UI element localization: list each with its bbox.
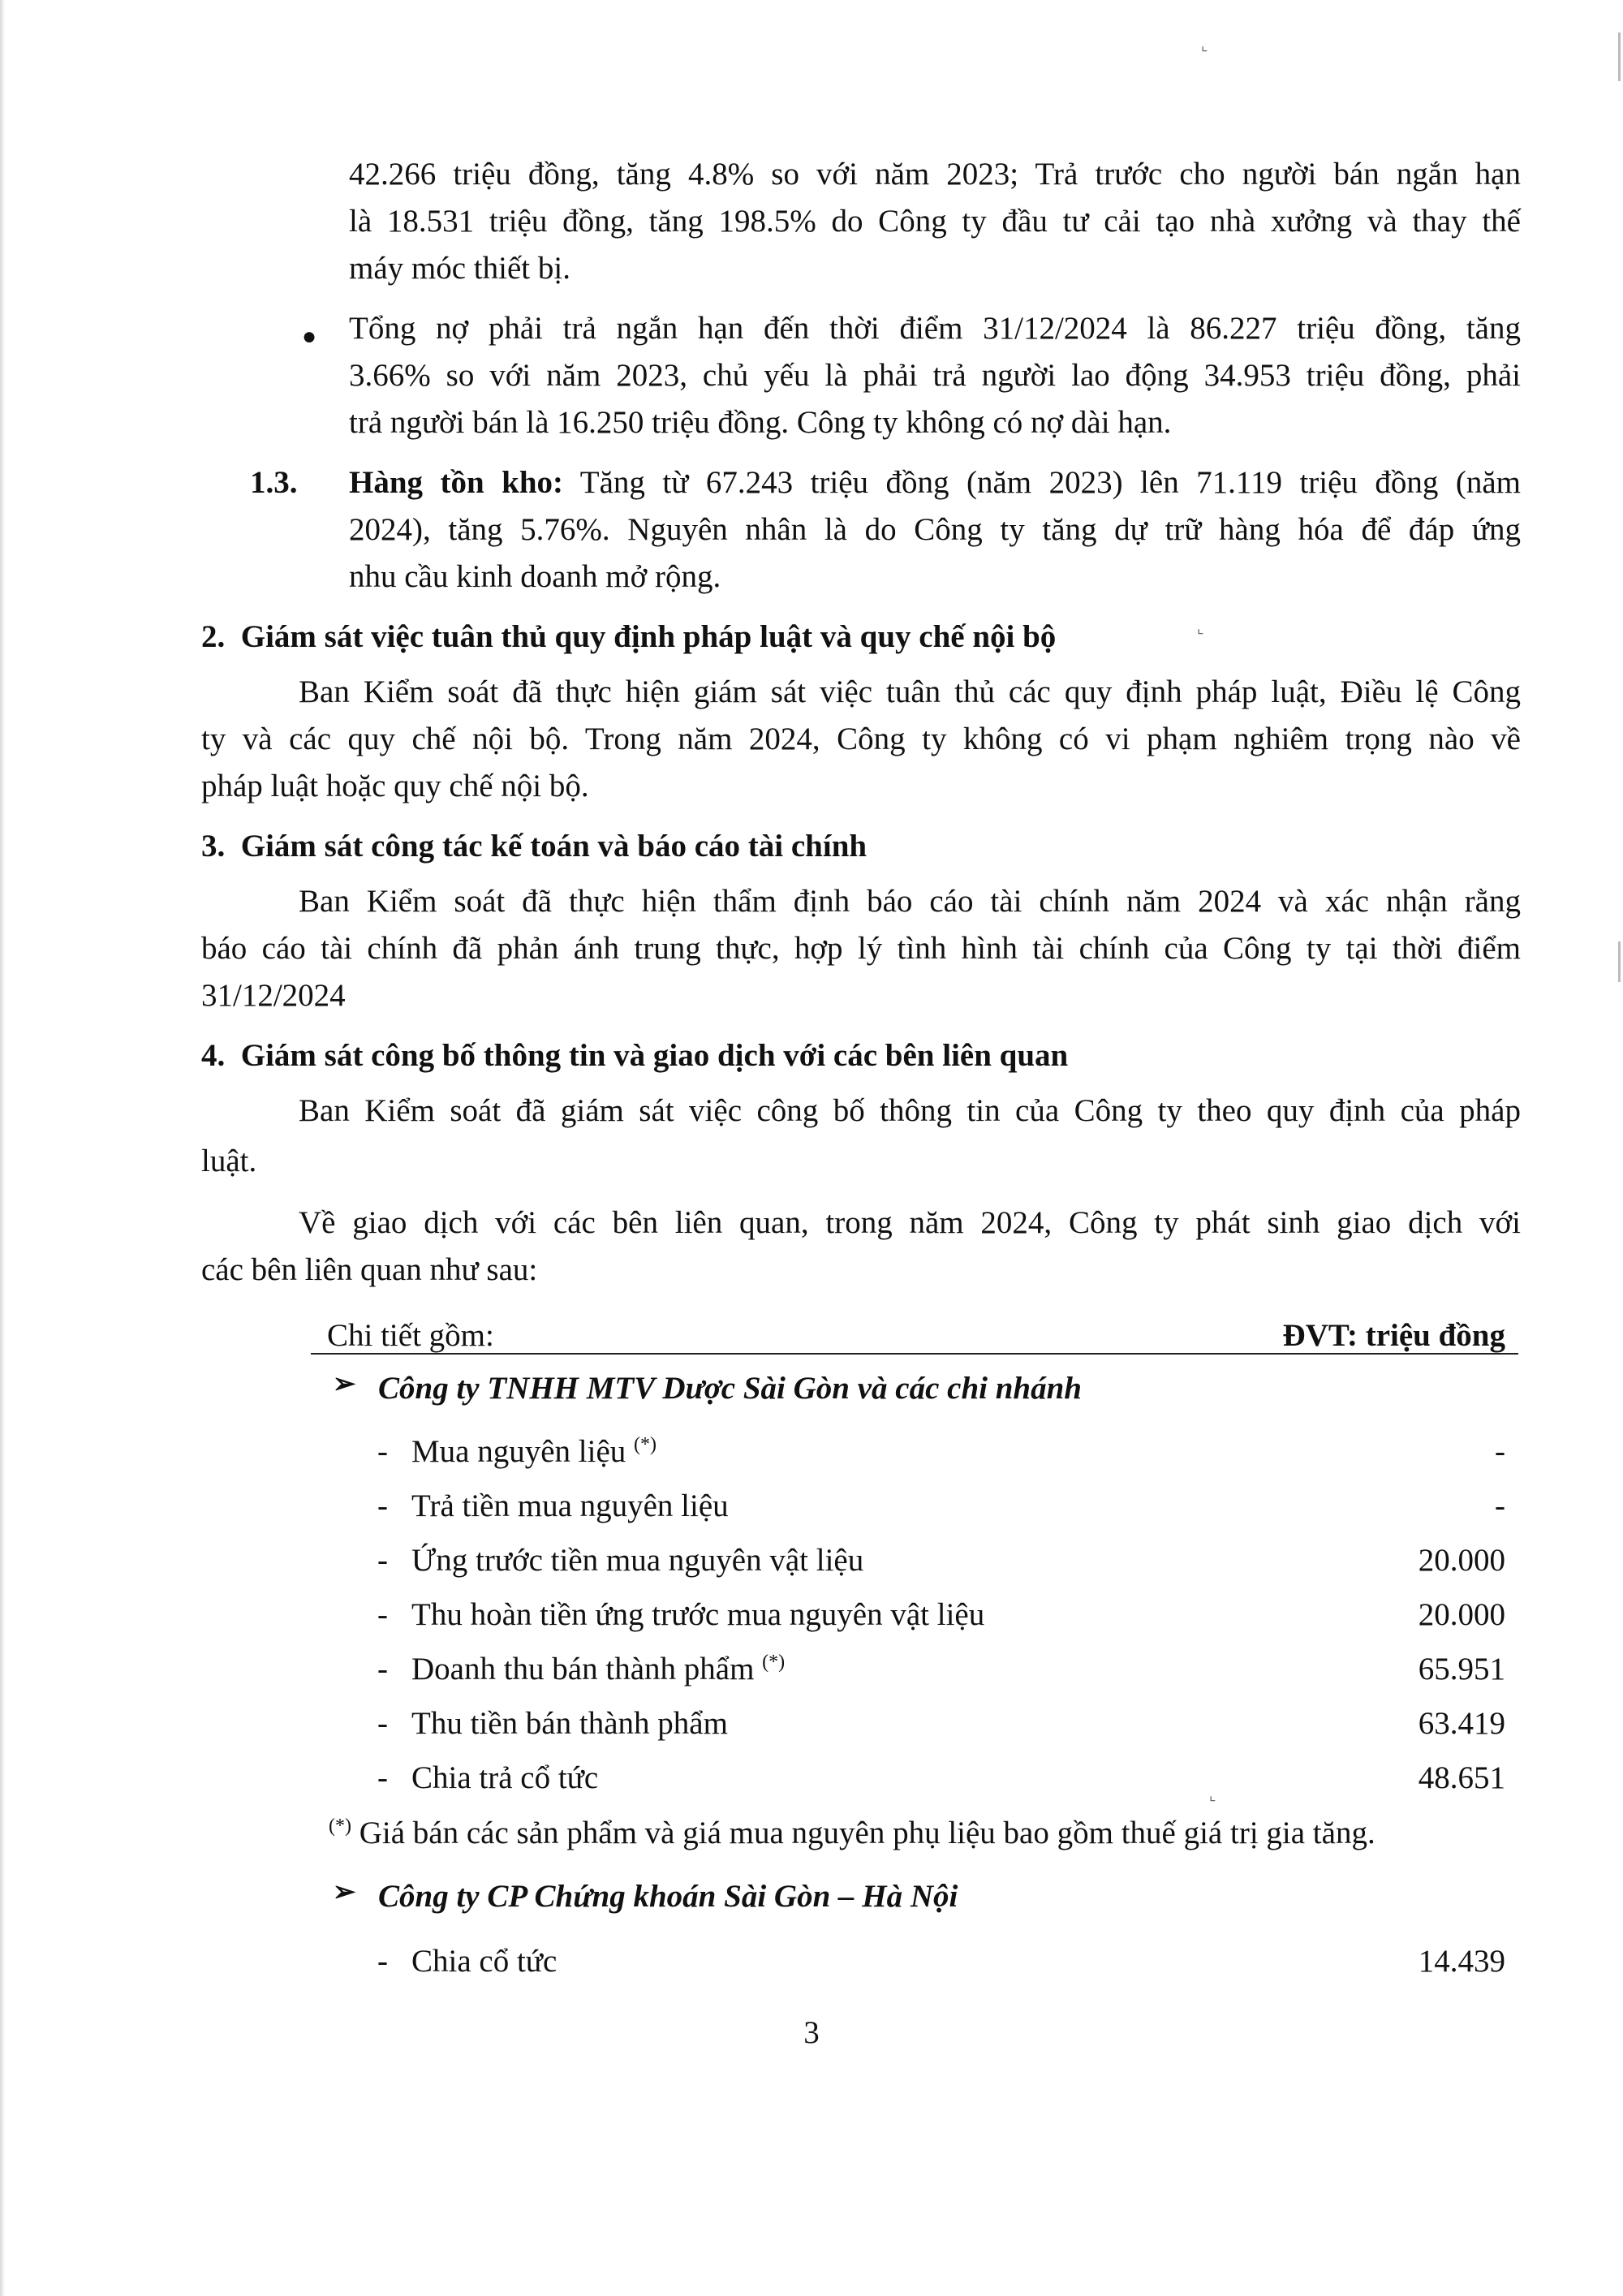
section-2-line-1: Ban Kiểm soát đã thực hiện giám sát việc tuân thủ các quy định pháp luật, Điều lệ Công — [299, 674, 1521, 709]
row-dash: - — [377, 1706, 388, 1741]
row-value: 20.000 — [1418, 1597, 1505, 1632]
row-label: Ứng trước tiền mua nguyên vật liệu — [411, 1543, 864, 1578]
intro-line-1: 42.266 triệu đồng, tăng 4.8% so với năm 2023; Trả trước cho người bán ngắn hạn — [349, 157, 1521, 192]
row-dash: - — [377, 1488, 388, 1523]
row-value: - — [1495, 1488, 1505, 1523]
row-footnote-mark: (*) — [762, 1652, 786, 1673]
footnote — [329, 1811, 1375, 1856]
row-value: 63.419 — [1418, 1706, 1505, 1741]
bullet-line-1: Tổng nợ phải trả ngắn hạn đến thời điểm 31/12/2024 là 86.227 triệu đồng, tăng — [349, 311, 1521, 346]
scan-edge-mark — [1618, 941, 1621, 982]
group-2-title: Công ty CP Chứng khoán Sài Gòn – Hà Nội — [378, 1879, 958, 1914]
section-4-line-3: Về giao dịch với các bên liên quan, trong năm 2024, Công ty phát sinh giao dịch với — [299, 1205, 1521, 1240]
row-dash: - — [377, 1652, 388, 1686]
row-value: 48.651 — [1418, 1760, 1505, 1795]
bullet-line-2: 3.66% so với năm 2023, chủ yếu là phải trả người lao động 34.953 triệu đồng, phải — [349, 358, 1521, 393]
row-dash: - — [377, 1760, 388, 1795]
table-row — [369, 1593, 1505, 1639]
scan-mark: ⌞ — [1197, 620, 1204, 636]
row-label: Thu hoàn tiền ứng trước mua nguyên vật liệu — [411, 1597, 985, 1632]
scan-edge-shadow — [0, 0, 5, 2296]
section-3-line-2: báo cáo tài chính đã phản ánh trung thực, hợp lý tình hình tài chính của Công ty tại thời điểm — [201, 931, 1521, 966]
table-row — [369, 1539, 1505, 1584]
section-3-line-3: 31/12/2024 — [201, 978, 346, 1013]
section-3-heading: 3. Giám sát công tác kế toán và báo cáo tài chính — [201, 829, 867, 864]
table-row — [369, 1702, 1505, 1747]
section-4-line-2: luật. — [201, 1144, 257, 1178]
section-4-heading: 4. Giám sát công bố thông tin và giao dịch với các bên liên quan — [201, 1038, 1069, 1073]
group-1-title: Công ty TNHH MTV Dược Sài Gòn và các chi nhánh — [378, 1371, 1082, 1406]
arrow-right-icon: ➢ — [333, 1877, 356, 1907]
item-1-3-line-1 — [349, 461, 1521, 506]
row-label: Chia trả cổ tức — [411, 1760, 599, 1795]
row-label-text: Doanh thu bán thành phẩm — [411, 1652, 755, 1686]
footnote-text: Giá bán các sản phẩm và giá mua nguyên phụ liệu bao gồm thuế giá trị gia tăng. — [351, 1816, 1375, 1850]
table-row — [369, 1940, 1505, 1985]
section-2-heading: 2. Giám sát việc tuân thủ quy định pháp luật và quy chế nội bộ — [201, 619, 1057, 654]
intro-line-2: là 18.531 triệu đồng, tăng 198.5% do Công ty đầu tư cải tạo nhà xưởng và thay thế — [349, 204, 1521, 239]
section-4-line-1: Ban Kiểm soát đã giám sát việc công bố thông tin của Công ty theo quy định của pháp — [299, 1093, 1521, 1128]
row-label-text: Mua nguyên liệu — [411, 1434, 626, 1469]
row-value: 65.951 — [1418, 1652, 1505, 1686]
row-label — [411, 1430, 657, 1475]
item-1-3-line-3: nhu cầu kinh doanh mở rộng. — [349, 559, 721, 594]
row-dash: - — [377, 1543, 388, 1578]
table-left-header: Chi tiết gồm: — [327, 1318, 494, 1353]
scan-mark: ⌞ — [1209, 1787, 1216, 1803]
intro-line-3: máy móc thiết bị. — [349, 251, 570, 286]
table-header — [311, 1311, 1518, 1355]
section-2-line-3: pháp luật hoặc quy chế nội bộ. — [201, 769, 589, 803]
row-label: Chia cổ tức — [411, 1944, 558, 1979]
item-1-3-number: 1.3. — [250, 465, 298, 500]
row-dash: - — [377, 1597, 388, 1632]
arrow-right-icon: ➢ — [333, 1369, 356, 1399]
row-label: Thu tiền bán thành phẩm — [411, 1706, 728, 1741]
row-label — [411, 1648, 785, 1692]
bullet-line-3: trả người bán là 16.250 triệu đồng. Công ty không có nợ dài hạn. — [349, 405, 1172, 440]
row-label: Trả tiền mua nguyên liệu — [411, 1488, 729, 1523]
row-value: 14.439 — [1418, 1944, 1505, 1979]
section-2-line-2: ty và các quy chế nội bộ. Trong năm 2024, Công ty không có vi phạm nghiêm trọng nào về — [201, 722, 1521, 756]
item-1-3-title: Hàng tồn kho: — [349, 465, 564, 500]
scan-edge-mark — [1618, 32, 1621, 81]
section-3-line-1: Ban Kiểm soát đã thực hiện thẩm định báo cáo tài chính năm 2024 và xác nhận rằng — [299, 884, 1521, 919]
table-row — [369, 1648, 1505, 1693]
table-row — [369, 1430, 1505, 1475]
table-unit-header: ĐVT: triệu đồng — [1282, 1318, 1505, 1353]
row-dash: - — [377, 1944, 388, 1979]
row-value: 20.000 — [1418, 1543, 1505, 1578]
table-row — [369, 1756, 1505, 1802]
item-1-3-line-2: 2024), tăng 5.76%. Nguyên nhân là do Công ty tăng dự trữ hàng hóa để đáp ứng — [349, 512, 1521, 547]
section-4-line-4: các bên liên quan như sau: — [201, 1252, 538, 1287]
row-footnote-mark: (*) — [634, 1434, 657, 1455]
row-dash: - — [377, 1434, 388, 1469]
table-row — [369, 1484, 1505, 1530]
item-1-3-text-1: Tăng từ 67.243 triệu đồng (năm 2023) lên 71.119 triệu đồng (năm — [563, 465, 1521, 500]
footnote-mark: (*) — [329, 1816, 351, 1837]
page-number: 3 — [803, 2015, 820, 2050]
scan-mark: ⌞ — [1201, 37, 1208, 54]
bullet-dot-icon: ● — [302, 323, 317, 350]
row-value: - — [1495, 1434, 1505, 1469]
